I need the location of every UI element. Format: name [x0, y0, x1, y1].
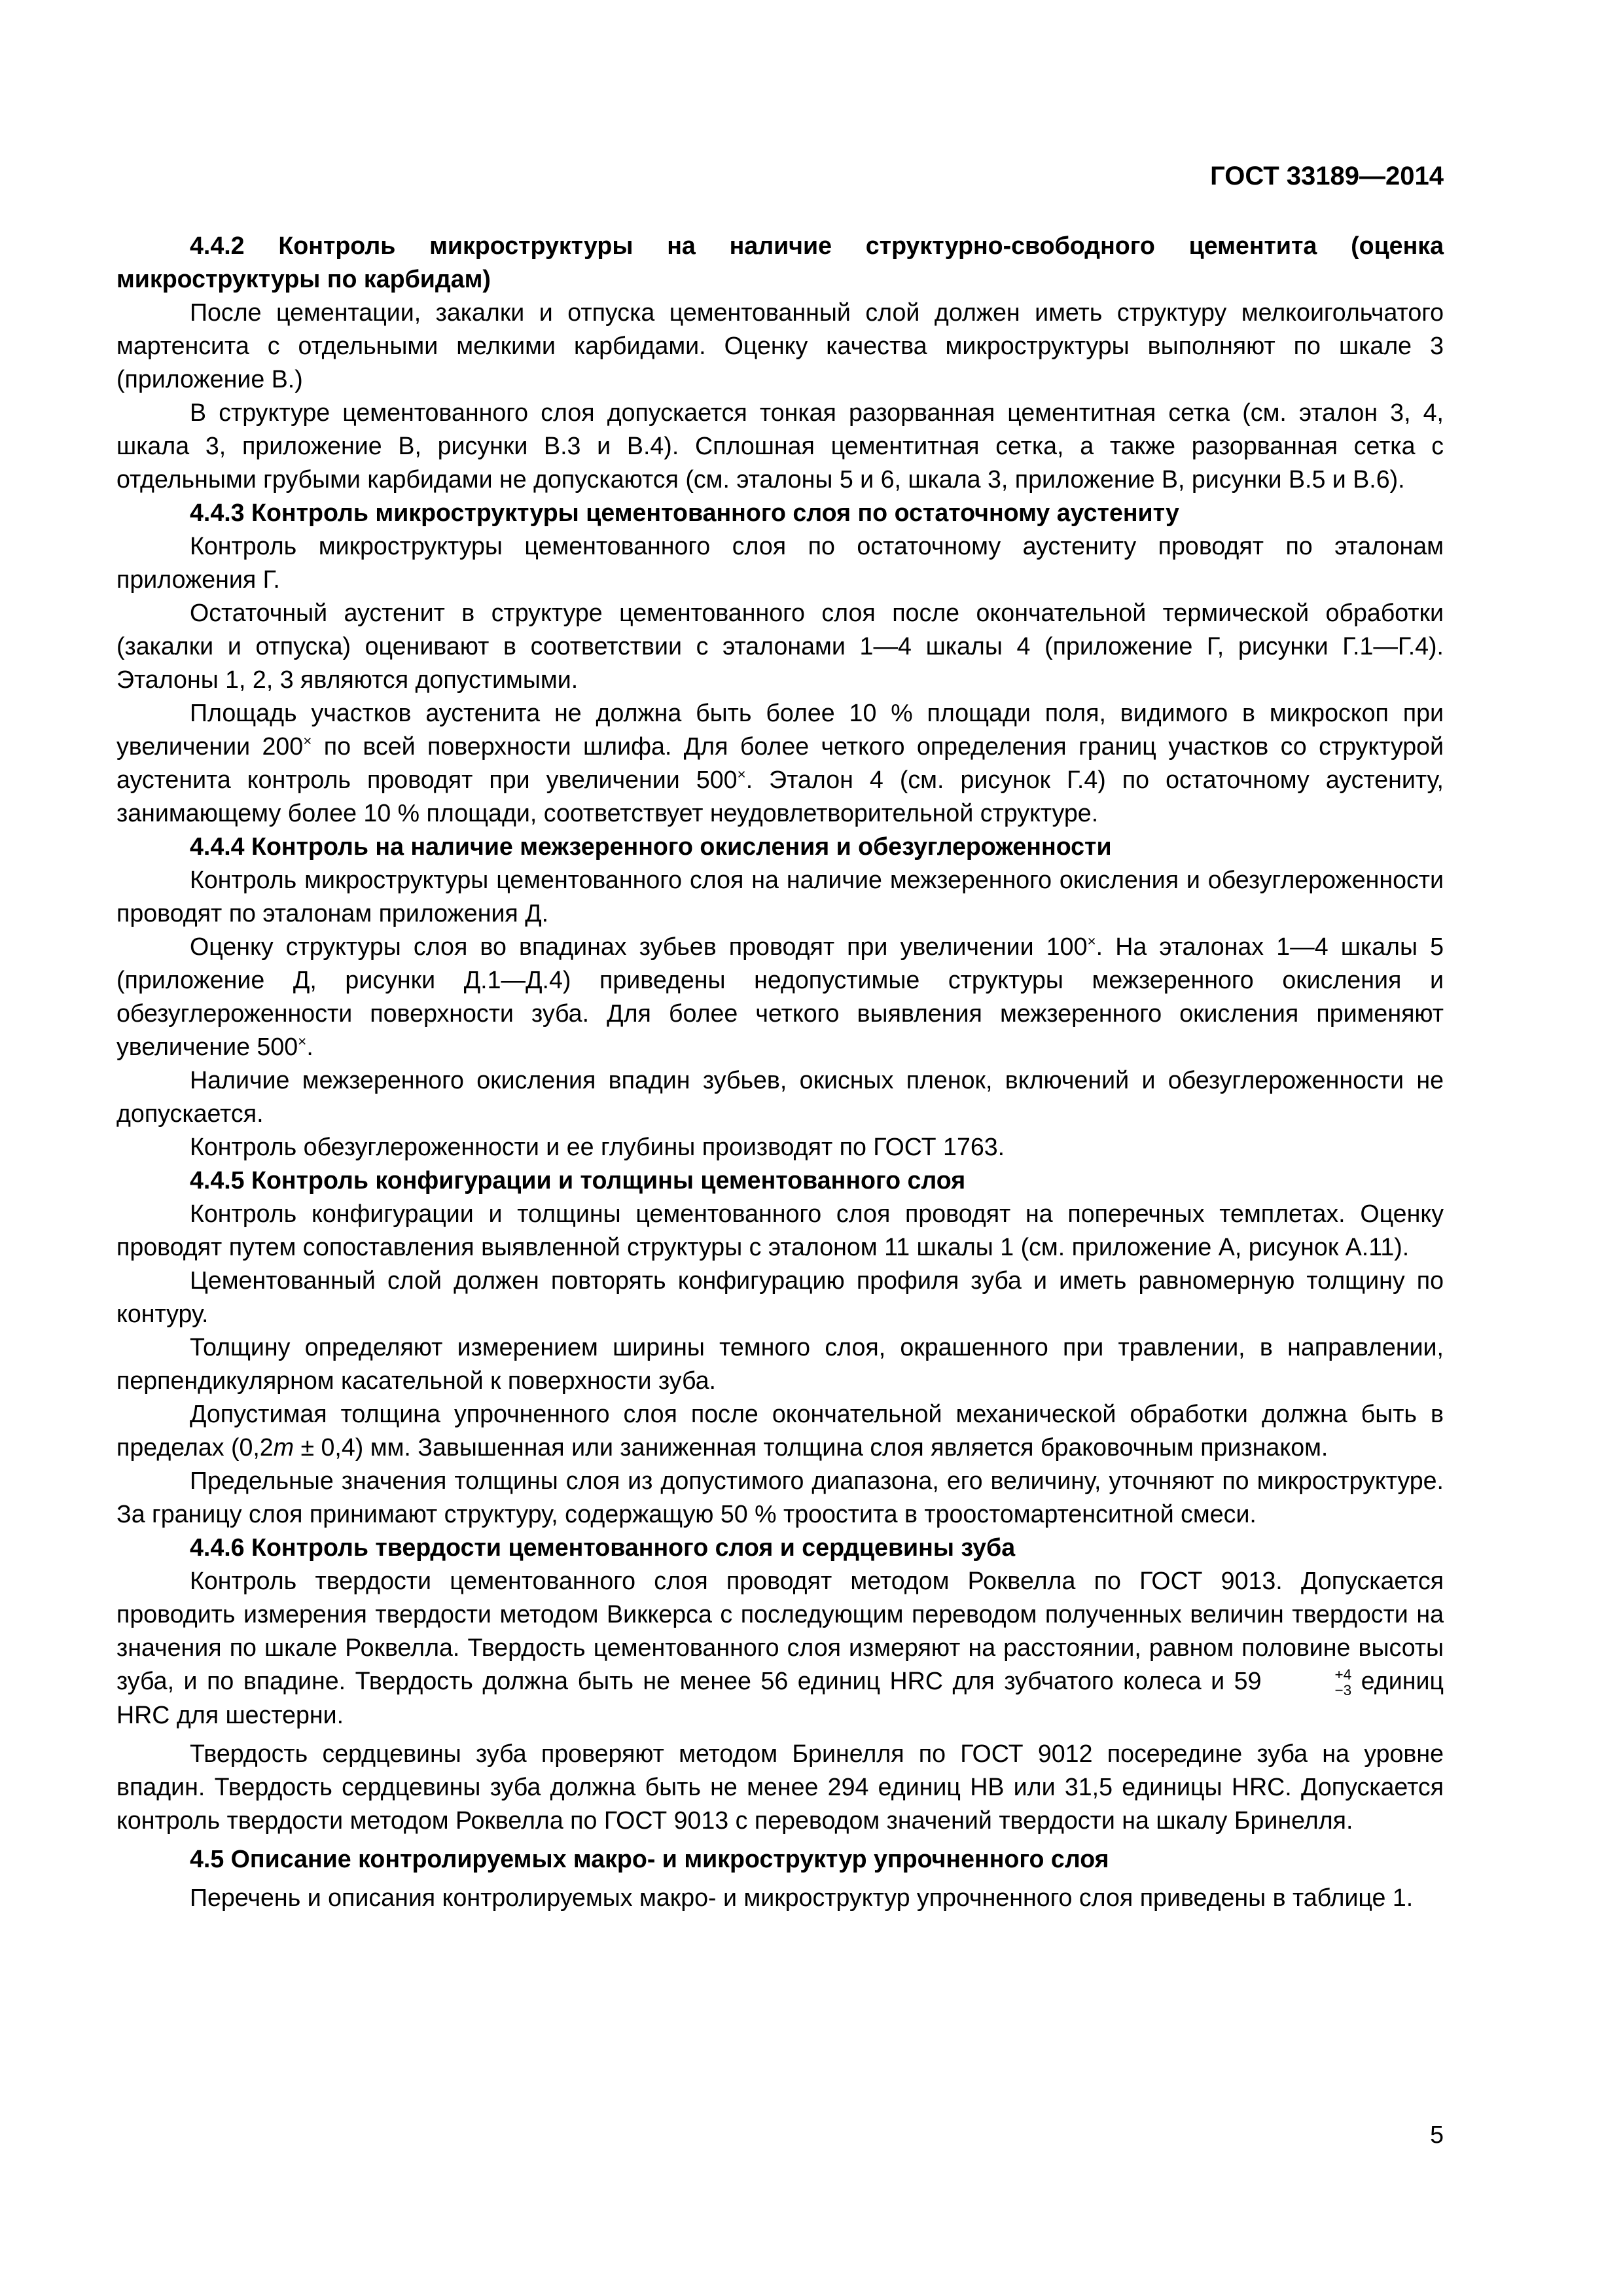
tolerance: [1261, 1667, 1351, 1698]
text-run: единиц HRC для шестерни.: [116, 1667, 1444, 1729]
paragraph: [116, 1564, 1444, 1732]
magnification-mark: ×: [737, 766, 746, 783]
paragraph: Предельные значения толщины слоя из допустимого диапазона, его величину, уточняют по микроструктуре. За границу слоя принимают структуру, содержащую 50 % троостита в троостомартенситной смеси.: [116, 1467, 1444, 1528]
section-4-4-5-title: 4.4.5 Контроль конфигурации и толщины цементованного слоя: [190, 1166, 966, 1194]
tolerance-upper: +4: [1334, 1666, 1352, 1683]
document-number: ГОСТ 33189—2014: [1210, 162, 1444, 190]
paragraph: Контроль микроструктуры цементованного слоя по остаточному аустениту проводят по эталонам приложения Г.: [116, 532, 1444, 593]
text-run: .: [306, 1033, 313, 1060]
section-4-4-6-title: 4.4.6 Контроль твердости цементованного слоя и сердцевины зуба: [190, 1534, 1016, 1561]
text-run: Площадь участков аустенита не должна быть более 10 % площади поля, видимого в микроскоп при увеличении 200: [116, 699, 1444, 760]
section-4-4-2-title: 4.4.2 Контроль микроструктуры на наличие структурно-свободного цементита (оценка микроструктуры по карбидам): [116, 232, 1444, 293]
paragraph: Твердость сердцевины зуба проверяют методом Бринелля по ГОСТ 9012 посередине зуба на уровне впадин. Твердость сердцевины зуба должна быть не менее 294 единиц НВ или 31,5 единицы HRC. Допускается контроль твердости методом Роквелла по ГОСТ 9013 с переводом значений твердости на шкалу Бринелля.: [116, 1739, 1444, 1834]
paragraph: [116, 1397, 1444, 1464]
text-run: по всей поверхности шлифа. Для более четкого определения границ участков со структурой аустенита контроль проводят при увеличении 500: [116, 732, 1444, 793]
section-4-4-3-title: 4.4.3 Контроль микроструктуры цементованного слоя по остаточному аустениту: [190, 499, 1179, 526]
text-run: . Эталон 4 (см. рисунок Г.4) по остаточному аустениту, занимающему более 10 % площади, соответствует неудовлетворительной структуре.: [116, 766, 1444, 827]
paragraph: Перечень и описания контролируемых макро- и микроструктур упрочненного слоя приведены в таблице 1.: [190, 1883, 1414, 1911]
paragraph: Цементованный слой должен повторять конфигурацию профиля зуба и иметь равномерную толщину по контуру.: [116, 1266, 1444, 1327]
magnification-mark: ×: [298, 1033, 307, 1050]
module-symbol: m: [273, 1433, 294, 1461]
paragraph: После цементации, закалки и отпуска цементованный слой должен иметь структуру мелкоигольчатого мартенсита с отдельными мелкими карбидами. Оценку качества микроструктуры выполняют по шкале 3 (приложение В.): [116, 298, 1444, 393]
text-run: Контроль твердости цементованного слоя проводят методом Роквелла по ГОСТ 9013. Допускается проводить измерения твердости методом Виккерса с последующим переводом полученных величин твердости на значения по шкале Роквелла. Твердость цементованного слоя измеряют на расстоянии, равном половине высоты зуба, и по впадине. Твердость должна быть не менее 56 единиц HRC для зубчатого колеса и 59: [116, 1567, 1444, 1695]
tolerance-lower: −3: [1334, 1682, 1352, 1699]
paragraph: Контроль конфигурации и толщины цементованного слоя проводят на поперечных темплетах. Оценку проводят путем сопоставления выявленной структуры с эталоном 11 шкалы 1 (см. приложение А, рисунок А.11).: [116, 1200, 1444, 1261]
text-run: Оценку структуры слоя во впадинах зубьев проводят при увеличении 100: [190, 933, 1088, 960]
paragraph: Контроль микроструктуры цементованного слоя на наличие межзеренного окисления и обезуглероженности проводят по эталонам приложения Д.: [116, 866, 1444, 927]
paragraph: Наличие межзеренного окисления впадин зубьев, окисных пленок, включений и обезуглероженности не допускается.: [116, 1066, 1444, 1127]
section-4-5-title: 4.5 Описание контролируемых макро- и микроструктур упрочненного слоя: [190, 1844, 1109, 1873]
paragraph: [116, 930, 1444, 1064]
paragraph: Контроль обезуглероженности и ее глубины производят по ГОСТ 1763.: [190, 1133, 1005, 1160]
text-run: Допустимая толщина упрочненного слоя после окончательной механической обработки должна быть в пределах (0,2: [116, 1400, 1444, 1461]
page-number: 5: [1430, 2121, 1444, 2148]
magnification-mark: ×: [303, 732, 312, 749]
magnification-mark: ×: [1087, 933, 1096, 950]
paragraph: Остаточный аустенит в структуре цементованного слоя после окончательной термической обработки (закалки и отпуска) оценивают в соответствии с эталонами 1—4 шкалы 4 (приложение Г, рисунки Г.1—Г.4). Эталоны 1, 2, 3 являются допустимыми.: [116, 599, 1444, 693]
paragraph: В структуре цементованного слоя допускается тонкая разорванная цементитная сетка (см. эталон 3, 4, шкала 3, приложение В, рисунки В.3 и В.4). Сплошная цементитная сетка, а также разорванная сетка с отдельными грубыми карбидами не допускаются (см. эталоны 5 и 6, шкала 3, приложение В, рисунки В.5 и В.6).: [116, 399, 1444, 493]
paragraph: [116, 696, 1444, 830]
paragraph: Толщину определяют измерением ширины темного слоя, окрашенного при травлении, в направлении, перпендикулярном касательной к поверхности зуба.: [116, 1333, 1444, 1394]
section-4-4-4-title: 4.4.4 Контроль на наличие межзеренного окисления и обезуглероженности: [190, 833, 1112, 860]
document-body: [116, 229, 1444, 1914]
text-run: . На эталонах 1—4 шкалы 5 (приложение Д, рисунки Д.1—Д.4) приведены недопустимые структуры межзеренного окисления и обезуглероженности поверхности зуба. Для более четкого выявления межзеренного окисления применяют увеличение 500: [116, 933, 1444, 1060]
text-run: ± 0,4) мм. Завышенная или заниженная толщина слоя является браковочным признаком.: [294, 1433, 1329, 1461]
